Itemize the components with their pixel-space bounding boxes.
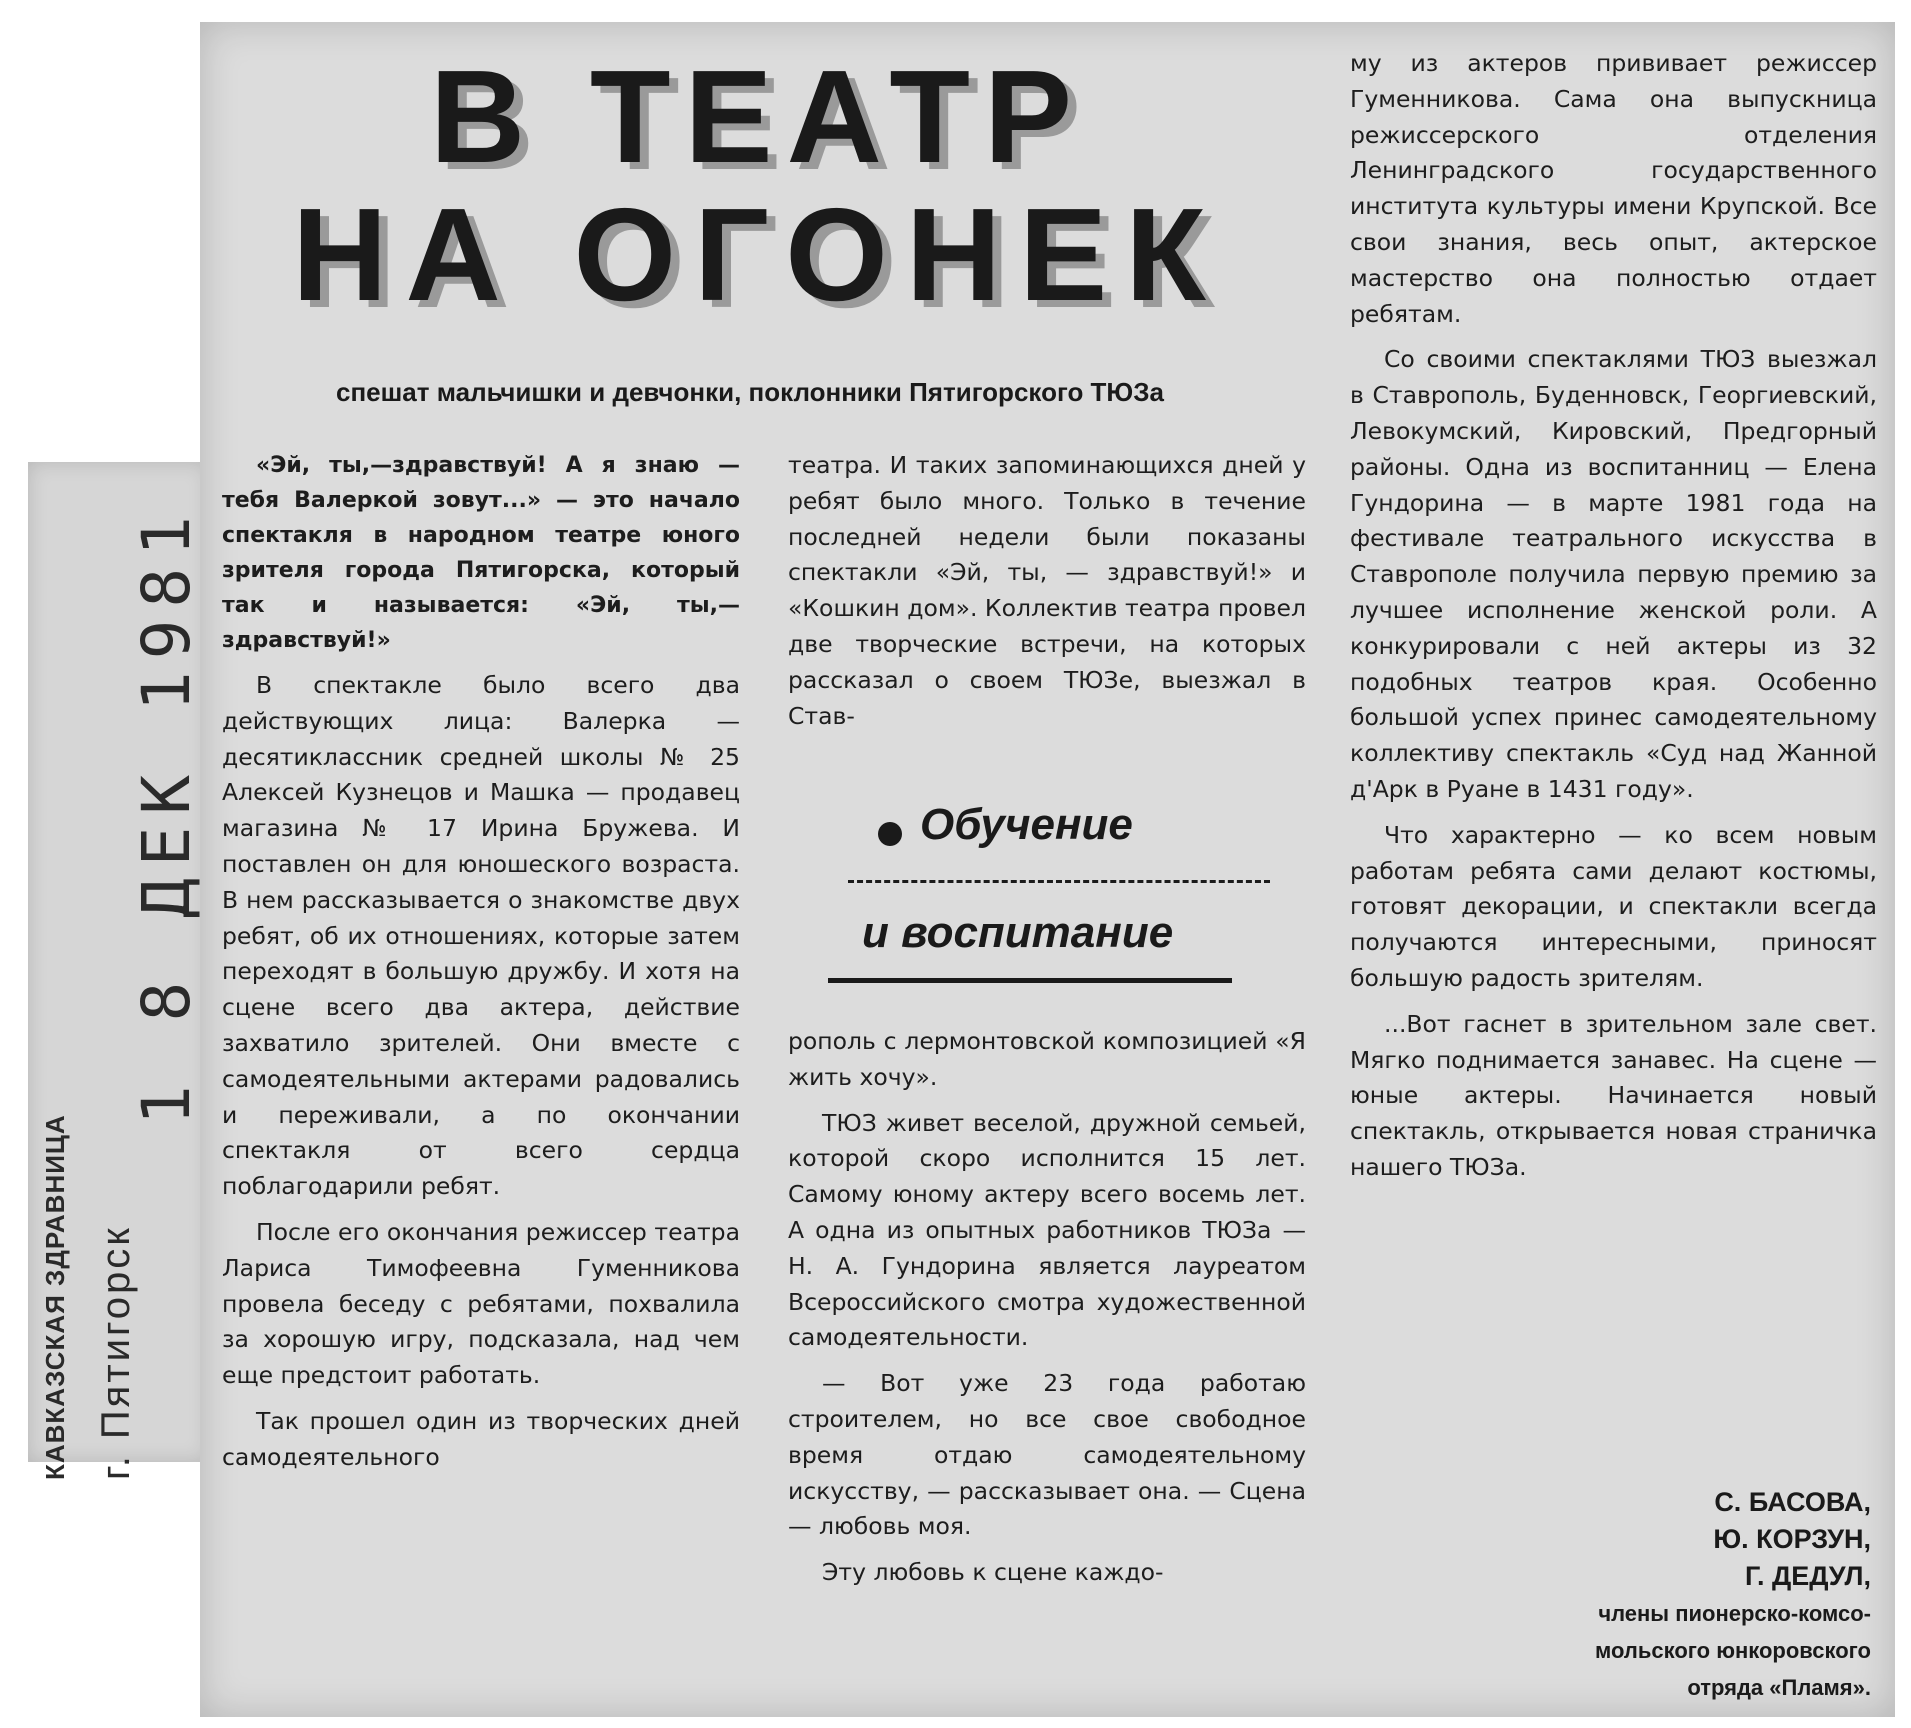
headline-line-1: В ТЕАТР (429, 43, 1087, 190)
paragraph: Со своими спектаклями ТЮЗ выезжал в Ставрополь, Буденновск, Георгиевский, Левокумский, Кировский, Предгорный районы. Одна из воспитанниц — Елена Гундорина — в марте 1981 года на фестивале театрального искусства в Ставрополе получила первую премию за лучшее исполнение женской роли. А конкурировали с ней актеры из 32 подобных театров края. Особенно большой успех принес самодеятельному коллективу спектакль «Суд над Жанной д'Арк в Руане в 1431 году». (1350, 345, 1877, 803)
paragraph: ...Вот гаснет в зрительном зале свет. Мягко поднимается занавес. На сцене — юные актеры. Начинается новый спектакль, открывается новая страничка нашего ТЮЗа. (1350, 1009, 1877, 1181)
headline-line-2: НА ОГОНЕК (292, 181, 1224, 328)
author-name: Ю. КОРЗУН, (1713, 1524, 1871, 1554)
bullet-dot-icon (878, 822, 902, 846)
article-column-1 (222, 448, 740, 1486)
paragraph: театра. И таких запоминающихся дней у ребят было много. Только в течение последней недели были показаны спектакли «Эй, ты, — здравствуй!» и «Кошкин дом». Коллектив театра провел две творческие встречи, на которых рассказал о своем ТЮЗе, выезжал в Став- (788, 451, 1306, 730)
article-column-2-top (788, 448, 1306, 744)
paragraph: му из актеров прививает режиссер Гуменникова. Сама она выпускница режиссерского отделения Ленинградского государственного института культуры имени Крупской. Все свои знания, весь опыт, актерское мастерство она полностью отдает ребятам. (1350, 49, 1877, 328)
paragraph: — Вот уже 23 года работаю строителем, но все свое свободное время отдаю самодеятельному искусству, — рассказывает она. — Сцена — любовь моя. (788, 1369, 1306, 1541)
paragraph: Так прошел один из творческих дней самодеятельного (222, 1406, 740, 1471)
rubric-line-2: и воспитание (862, 908, 1174, 957)
stamp-city: г. Пятигорск (94, 1225, 138, 1480)
paragraph: ТЮЗ живет веселой, дружной семьей, которой скоро исполнится 15 лет. Самому юному актеру всего восемь лет. А одна из опытных работников ТЮЗа — Н. А. Гундорина является лауреатом Всероссийского смотра художественной самодеятельности. (788, 1108, 1306, 1352)
paragraph: Эту любовь к сцене каждо- (822, 1558, 1164, 1587)
article-column-2-bottom (788, 1024, 1306, 1601)
article-column-3 (1350, 46, 1877, 1196)
solid-rule (828, 978, 1232, 983)
rubric-line-1: Обучение (920, 800, 1133, 849)
paragraph: В спектакле было всего два действующих лица: Валерка — десятиклассник средней школы № 25 Алексей Кузнецов и Машка — продавец магазина № 17 Ирина Бружева. И поставлен он для юношеского возраста. В нем рассказывается о знакомстве двух ребят, об их отношениях, которые затем переходят в большую дружбу. И хотя на сцене всего два актера, действие захватило зрителей. Они вместе с самодеятельными актерами радовались и переживали, а по окончании спектакля от всего сердца поблагодарили ребят. (222, 671, 740, 1201)
paragraph: Что характерно — ко всем новым работам ребята сами делают костюмы, готовят декорации, и спектакли всегда получаются интересными, приносят большую радость зрителям. (1350, 820, 1877, 992)
author-description: отряда «Пламя». (1687, 1675, 1871, 1700)
author-description: мольского юнкоровского (1595, 1638, 1871, 1663)
paragraph: рополь с лермонтовской композицией «Я жить хочу». (788, 1027, 1306, 1091)
stamp-date: 1 8 ДЕК 1981 (128, 504, 205, 1125)
headline (218, 43, 1298, 328)
dashed-rule (848, 880, 1270, 889)
subheadline: спешат мальчишки и девчонки, поклонники Пятигорского ТЮЗа (336, 377, 1164, 407)
signature-block (1351, 1484, 1871, 1706)
author-name: С. БАСОВА, (1714, 1487, 1871, 1517)
lead-paragraph: «Эй, ты,—здравствуй! А я знаю — тебя Валеркой зовут...» — это начало спектакля в народном театре юного зрителя города Пятигорска, который так и называется: «Эй, ты,— здравствуй!» (222, 453, 740, 653)
stamp-newspaper-name: КАВКАЗСКАЯ ЗДРАВНИЦА (40, 1114, 70, 1480)
author-description: члены пионерско-комсо- (1598, 1601, 1871, 1626)
author-name: Г. ДЕДУЛ, (1745, 1561, 1871, 1591)
paragraph: После его окончания режиссер театра Лариса Тимофеевна Гуменникова провела беседу с ребятами, похвалила за хорошую игру, подсказала, над чем еще предстоит работать. (222, 1217, 740, 1390)
